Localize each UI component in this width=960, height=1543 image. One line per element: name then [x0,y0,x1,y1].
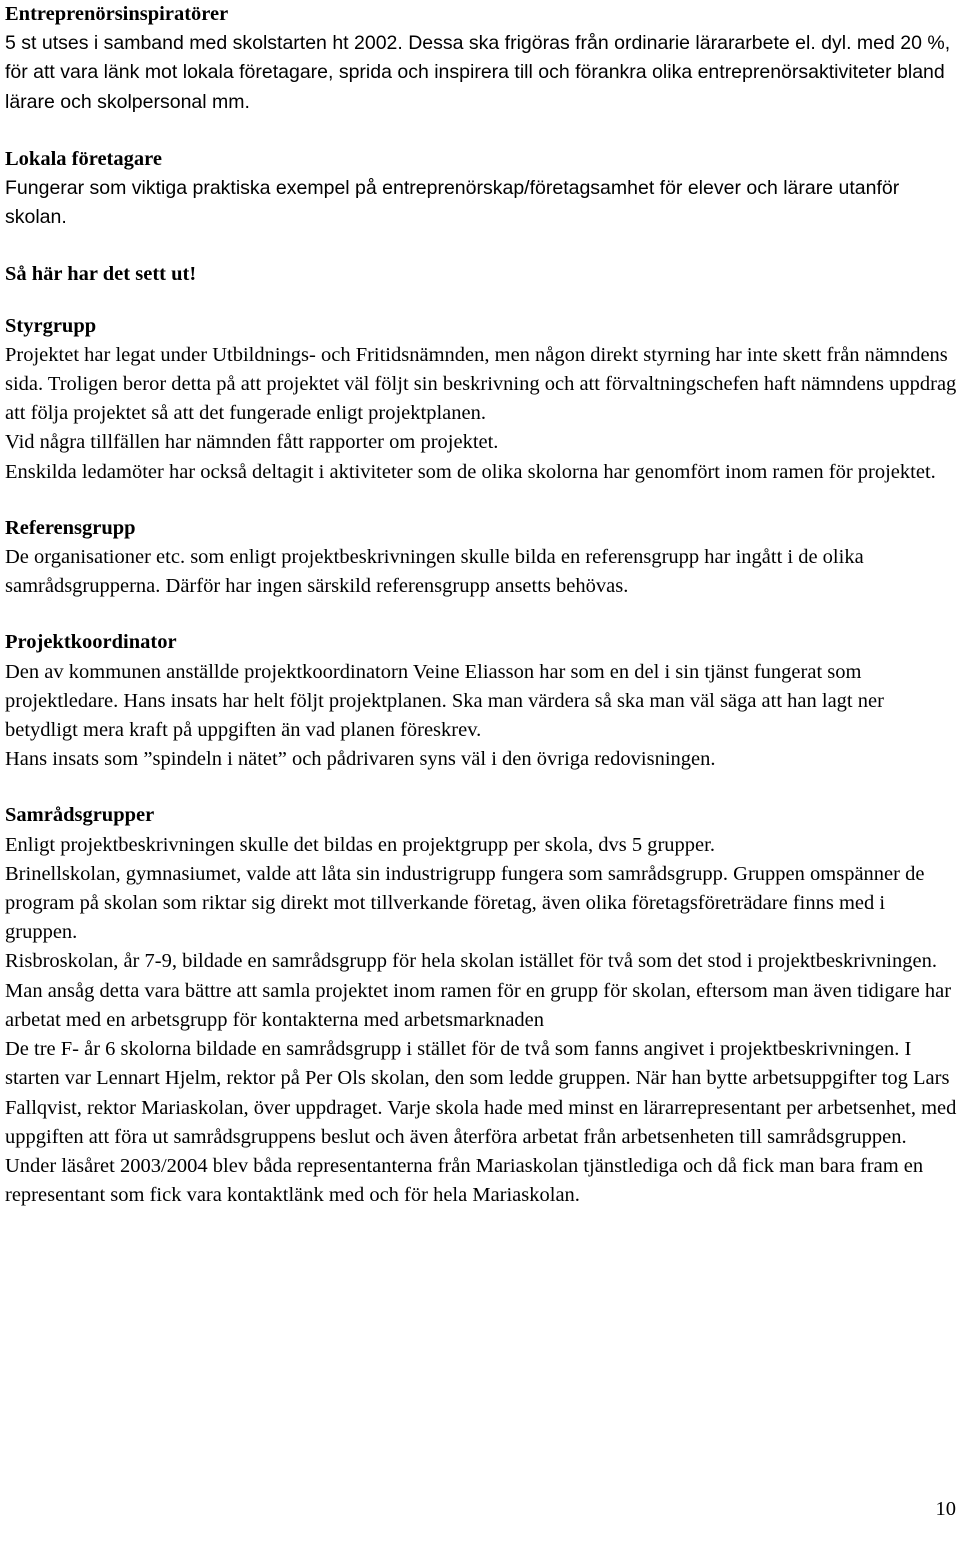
section-heading: Lokala företagare [5,147,162,170]
section-heading: Samrådsgrupper [5,804,155,827]
section-text: Brinellskolan, gymnasiumet, valde att låta sin industrigrupp fungera som samrådsgrupp. Gruppen omspänner de program på skolan som riktar sig direkt mot tillverkande företag, även olika företagsföreträdare finns med i gruppen. [5,862,925,944]
section-heading: Entreprenörsinspiratörer [5,3,229,25]
section-styrgrupp [5,312,957,487]
section-text: Fungerar som viktiga praktiska exempel på entreprenörskap/företagsamhet för elever och lärare utanför skolan. [5,177,900,229]
section-sa-har [5,260,957,289]
page-number: 10 [935,1498,956,1520]
section-text: Under läsåret 2003/2004 blev båda representanterna från Mariaskolan tjänstlediga och då fick man bara fram en representant som fick vara kontaktlänk med och för hela Mariaskolan. [5,1154,924,1207]
section-text: Den av kommunen anställde projektkoordinatorn Veine Eliasson har som en del i sin tjänst fungerat som projektledare. Hans insats har helt följt projektplanen. Ska man värdera så ska man väl säga att han lagt ner betydligt mera kraft på uppgiften än vad planen föreskrev. [5,660,884,742]
document-page [5,0,957,1210]
section-text: Enligt projektbeskrivningen skulle det bildas en projektgrupp per skola, dvs 5 grupper. [5,833,715,856]
section-heading: Styrgrupp [5,314,97,337]
section-lokala-foretagare [5,145,957,233]
section-text: Risbroskolan, år 7-9, bildade en samrådsgrupp för hela skolan istället för två som det stod i projektbeskrivningen. Man ansåg detta vara bättre att samla projektet inom ramen för en grupp för skolan, eftersom man även tidigare har arbetat med en arbetsgrupp för kontakterna med arbetsmarknaden [5,950,952,1031]
section-projektkoordinator [5,628,957,774]
section-referensgrupp [5,514,957,602]
section-text: Projektet har legat under Utbildnings- och Fritidsnämnden, men någon direkt styrning har inte skett från nämndens sida. Troligen beror detta på att projektet väl följt sin beskrivning och att förvaltningschefen haft nämndens uppdrag att följa projektet så att det fungerade enligt projektplanen. [5,343,957,425]
section-text: Enskilda ledamöter har också deltagit i aktiviteter som de olika skolorna har genomfört inom ramen för projektet. [5,460,936,483]
section-text: Vid några tillfällen har nämnden fått rapporter om projektet. [5,431,499,454]
section-text: Hans insats som ”spindeln i nätet” och pådrivaren syns väl i den övriga redovisningen. [5,748,716,771]
section-text: De organisationer etc. som enligt projektbeskrivningen skulle bilda en referensgrupp har ingått i de olika samrådsgrupperna. Därför har ingen särskild referensgrupp ansetts behövas. [5,546,864,598]
section-entreprenorsinspiratorer [5,0,957,117]
section-samradsgrupper [5,801,957,1210]
section-heading: Så här har det sett ut! [5,263,197,286]
section-heading: Projektkoordinator [5,631,177,654]
section-text: De tre F- år 6 skolorna bildade en samrådsgrupp i stället för de två som fanns angivet i projektbeskrivningen. I starten var Lennart Hjelm, rektor på Per Ols skolan, den som ledde gruppen. När han bytte arbetsuppgifter tog Lars Fallqvist, rektor Mariaskolan, över uppdraget. Varje skola hade med minst en lärarrepresentant per arbetsenhet, med uppgiften att föra ut samrådsgruppens beslut och även återföra arbetat från arbetsenheten till samrådsgruppen. [5,1038,957,1148]
section-heading: Referensgrupp [5,516,136,539]
section-text: 5 st utses i samband med skolstarten ht 2002. Dessa ska frigöras från ordinarie lärararbete el. dyl. med 20 %, för att vara länk mot lokala företagare, sprida och inspirera till och förankra olika entreprenörsaktiviteter bland lärare och skolpersonal mm. [5,32,951,113]
